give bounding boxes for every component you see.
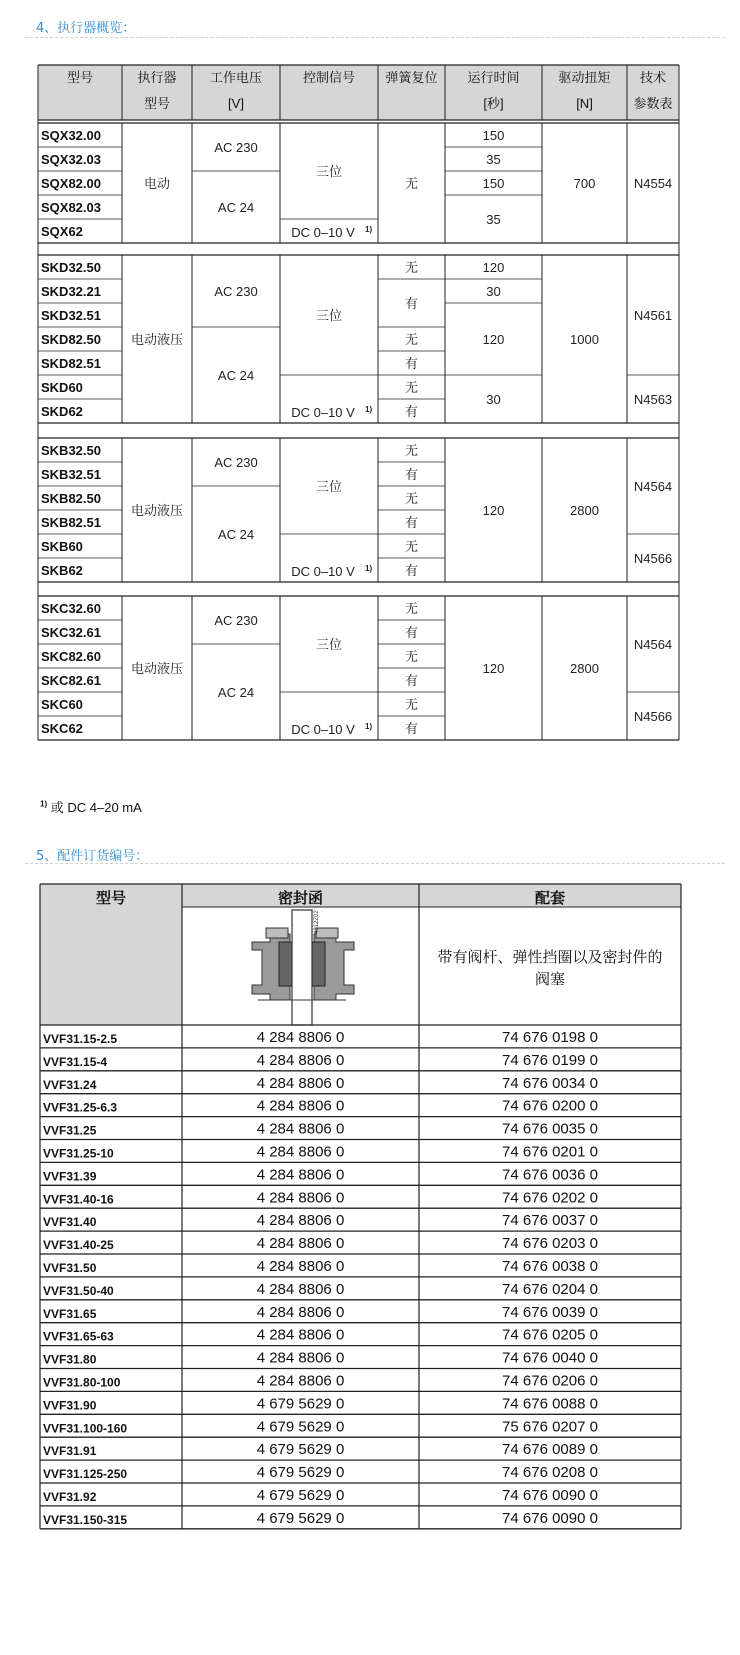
- spring-return-cell: 有: [404, 515, 419, 530]
- header-cell: [V]: [228, 96, 244, 111]
- model-cell: SKC82.60: [41, 649, 101, 664]
- gland-part-number: 4 679 5629 0: [256, 1464, 345, 1482]
- match-part-number: 74 676 0035 0: [502, 1120, 598, 1138]
- gland-part-number: 4 284 8806 0: [256, 1349, 345, 1367]
- match-part-number: 74 676 0038 0: [502, 1258, 598, 1275]
- spring-return-cell: 有: [404, 356, 419, 371]
- footnote-ref: 1): [365, 225, 373, 234]
- gland-part-number: 4 284 8806 0: [256, 1029, 345, 1046]
- actuator-type: 电动液压: [130, 332, 184, 347]
- model-cell: VVF31.25-6.3: [43, 1100, 118, 1115]
- match-part-number: 74 676 0201 0: [502, 1143, 598, 1161]
- section5-title: 5、配件订货编号：: [36, 849, 149, 864]
- header-cell: 参数表: [633, 96, 673, 111]
- gland-cap-left: [266, 928, 288, 938]
- runtime-cell: 30: [486, 284, 501, 299]
- datasheet-cell: N4564: [633, 637, 673, 652]
- spring-return-cell: 无: [404, 380, 419, 395]
- gland-part-number: 4 284 8806 0: [256, 1074, 345, 1092]
- model-cell: VVF31.50: [43, 1261, 97, 1275]
- model-cell: SKD82.50: [41, 332, 101, 347]
- match-part-number: 74 676 0090 0: [502, 1509, 598, 1527]
- match-part-number: 74 676 0198 0: [502, 1029, 598, 1046]
- torque-cell: 2800: [570, 661, 599, 676]
- gland-part-number: 4 284 8806 0: [256, 1235, 345, 1253]
- spring-return-cell: 有: [404, 721, 419, 736]
- gland-part-number: 4 679 5629 0: [256, 1487, 345, 1504]
- header-cell: 工作电压: [209, 70, 263, 85]
- header-cell: 运行时间: [467, 70, 520, 85]
- model-cell: VVF31.150-315: [43, 1512, 128, 1527]
- match-part-number: 74 676 0208 0: [502, 1464, 598, 1482]
- voltage-cell: AC 24: [217, 368, 255, 383]
- runtime-cell: 120: [482, 503, 505, 518]
- match-part-number: 74 676 0206 0: [502, 1372, 598, 1390]
- match-part-number: 74 676 0202 0: [502, 1189, 598, 1207]
- gland-part-number: 4 284 8806 0: [256, 1258, 345, 1275]
- model-cell: SKC32.60: [41, 601, 101, 616]
- spring-return-cell: 无: [404, 176, 419, 191]
- model-cell: SKC82.61: [41, 673, 101, 688]
- gland-part-number: 4 284 8806 0: [256, 1051, 345, 1069]
- model-cell: SQX32.03: [41, 152, 101, 167]
- model-cell: VVF31.25: [43, 1123, 97, 1138]
- voltage-cell: AC 230: [214, 284, 258, 299]
- model-cell: VVF31.65-63: [43, 1329, 114, 1344]
- model-cell: SQX62: [41, 224, 83, 239]
- header-cell: 配套: [534, 890, 566, 907]
- match-part-number: 74 676 0040 0: [502, 1349, 598, 1367]
- runtime-cell: 120: [482, 332, 505, 347]
- spring-return-cell: 无: [404, 601, 419, 616]
- footnote-ref: 1): [365, 564, 373, 573]
- voltage-cell: AC 230: [214, 140, 258, 155]
- header-cell: 型号: [95, 890, 127, 907]
- match-part-number: 74 676 0036 0: [502, 1166, 598, 1184]
- gland-part-number: 4 284 8806 0: [256, 1372, 345, 1390]
- torque-cell: 700: [573, 176, 596, 191]
- torque-cell: 2800: [570, 503, 599, 518]
- model-cell: VVF31.80-100: [43, 1375, 121, 1390]
- runtime-cell: 150: [482, 176, 505, 191]
- spring-return-cell: 无: [404, 443, 419, 458]
- runtime-cell: 35: [486, 212, 501, 227]
- runtime-cell: 150: [482, 128, 505, 143]
- runtime-cell: 120: [482, 260, 505, 275]
- model-cell: VVF31.92: [43, 1490, 97, 1504]
- match-part-number: 74 676 0089 0: [502, 1441, 598, 1459]
- gland-part-number: 4 284 8806 0: [256, 1120, 345, 1138]
- model-cell: VVF31.100-160: [43, 1421, 128, 1436]
- footnote-text: 或 DC 4–20 mA: [50, 800, 142, 815]
- model-cell: SQX82.00: [41, 176, 101, 191]
- gland-part-number: 4 284 8806 0: [256, 1097, 345, 1115]
- actuator-type: 电动: [143, 176, 171, 191]
- control-signal-cell: DC 0–10 V: [291, 564, 355, 579]
- gland-part-number: 4 679 5629 0: [256, 1509, 345, 1527]
- model-cell: SKB60: [41, 539, 83, 554]
- model-cell: VVF31.24: [43, 1077, 97, 1092]
- packing-gland-illustration: [252, 910, 354, 1025]
- spring-return-cell: 无: [404, 539, 419, 554]
- footnote-ref: 1): [365, 722, 373, 731]
- gland-part-number: 4 679 5629 0: [256, 1441, 345, 1459]
- match-part-number: 74 676 0088 0: [502, 1395, 598, 1413]
- control-signal-cell: DC 0–10 V: [291, 722, 355, 737]
- match-part-number: 74 676 0205 0: [502, 1326, 598, 1344]
- torque-cell: 1000: [570, 332, 599, 347]
- header-cell: 型号: [66, 70, 94, 85]
- spring-return-cell: 有: [404, 625, 419, 640]
- datasheet-cell: N4561: [633, 308, 673, 323]
- model-cell: SQX82.03: [41, 200, 101, 215]
- model-cell: VVF31.50-40: [43, 1283, 114, 1298]
- actuator-type: 电动液压: [130, 661, 184, 676]
- match-part-number: 74 676 0039 0: [502, 1303, 598, 1321]
- spring-return-cell: 有: [404, 404, 419, 419]
- actuator-overview-table: [38, 65, 679, 740]
- model-cell: SKB82.51: [41, 515, 101, 530]
- voltage-cell: AC 24: [217, 685, 255, 700]
- header-cell: [N]: [576, 96, 593, 111]
- gland-part-number: 4 284 8806 0: [256, 1189, 345, 1207]
- match-description: 阀塞: [534, 971, 566, 988]
- spring-return-cell: 有: [404, 673, 419, 688]
- spring-return-cell: 无: [404, 697, 419, 712]
- datasheet-cell: N4563: [633, 392, 673, 407]
- model-cell: SKC60: [41, 697, 83, 712]
- model-cell: SKB32.50: [41, 443, 101, 458]
- model-cell: VVF31.125-250: [43, 1467, 128, 1482]
- gland-part-number: 4 284 8806 0: [256, 1280, 345, 1298]
- header-cell: 驱动扭矩: [558, 70, 611, 85]
- footnote-mark: 1): [40, 799, 48, 809]
- spring-return-cell: 无: [404, 260, 419, 275]
- model-cell: SKB62: [41, 563, 83, 578]
- voltage-cell: AC 24: [217, 200, 255, 215]
- match-part-number: 74 676 0034 0: [502, 1074, 598, 1092]
- match-part-number: 74 676 0199 0: [502, 1051, 598, 1069]
- header-cell: 控制信号: [302, 70, 356, 85]
- accessory-order-table: [40, 884, 681, 1529]
- model-cell: SQX32.00: [41, 128, 101, 143]
- model-cell: VVF31.15-2.5: [43, 1032, 118, 1046]
- header-cell: 密封函: [277, 890, 324, 907]
- gland-part-number: 4 284 8806 0: [256, 1303, 345, 1321]
- runtime-cell: 30: [486, 392, 501, 407]
- header-bg: [182, 884, 681, 907]
- datasheet-cell: N4564: [633, 479, 673, 494]
- spring-return-cell: 有: [404, 296, 419, 311]
- footnote-ref: 1): [365, 405, 373, 414]
- model-cell: SKB82.50: [41, 491, 101, 506]
- header-cell: 执行器: [137, 70, 177, 85]
- control-signal-cell: DC 0–10 V: [291, 405, 355, 420]
- spring-return-cell: 无: [404, 332, 419, 347]
- match-part-number: 74 676 0203 0: [502, 1235, 598, 1253]
- model-cell: SKB32.51: [41, 467, 101, 482]
- model-cell: SKC62: [41, 721, 83, 736]
- match-part-number: 74 676 0037 0: [502, 1212, 598, 1230]
- model-cell: SKD82.51: [41, 356, 101, 371]
- model-cell: VVF31.91: [43, 1444, 97, 1459]
- model-cell: VVF31.15-4: [43, 1054, 108, 1069]
- actuator-type: 电动液压: [130, 503, 184, 518]
- gland-part-number: 4 284 8806 0: [256, 1166, 345, 1184]
- voltage-cell: AC 230: [214, 613, 258, 628]
- model-cell: VVF31.65: [43, 1306, 97, 1321]
- control-signal-cell: 三位: [315, 479, 343, 494]
- model-cell: VVF31.80: [43, 1352, 97, 1367]
- datasheet-cell: N4554: [633, 176, 673, 191]
- voltage-cell: AC 230: [214, 455, 258, 470]
- section4-title: 4、执行器概览：: [36, 21, 136, 36]
- drawing-code: 4312Z02: [314, 910, 320, 934]
- model-cell: VVF31.25-10: [43, 1146, 114, 1161]
- header-cell: 弹簧复位: [385, 70, 438, 85]
- gland-part-number: 4 284 8806 0: [256, 1143, 345, 1161]
- match-part-number: 74 676 0090 0: [502, 1487, 598, 1504]
- model-cell: VVF31.39: [43, 1169, 97, 1184]
- model-cell: VVF31.40-25: [43, 1238, 114, 1253]
- datasheet-cell: N4566: [633, 709, 673, 724]
- model-cell: SKD32.21: [41, 284, 101, 299]
- gland-part-number: 4 679 5629 0: [256, 1418, 345, 1436]
- packing-right: [311, 942, 325, 986]
- packing-left: [279, 942, 293, 986]
- gland-part-number: 4 284 8806 0: [256, 1212, 345, 1230]
- runtime-cell: 120: [482, 661, 505, 676]
- header-cell: 技术: [639, 70, 667, 85]
- footnote: [40, 797, 142, 816]
- match-part-number: 75 676 0207 0: [502, 1418, 598, 1436]
- match-part-number: 74 676 0200 0: [502, 1097, 598, 1115]
- model-cell: SKC32.61: [41, 625, 101, 640]
- spring-return-cell: 有: [404, 563, 419, 578]
- match-part-number: 74 676 0204 0: [502, 1280, 598, 1298]
- control-signal-cell: 三位: [315, 164, 343, 179]
- voltage-cell: AC 24: [217, 527, 255, 542]
- control-signal-cell: 三位: [315, 308, 343, 323]
- model-cell: VVF31.90: [43, 1398, 97, 1413]
- model-cell: SKD32.50: [41, 260, 101, 275]
- control-signal-cell: 三位: [315, 637, 343, 652]
- model-cell: SKD32.51: [41, 308, 101, 323]
- header-cell: 型号: [143, 96, 171, 111]
- match-description: 带有阀杆、弹性挡圈以及密封件的: [437, 949, 663, 966]
- spring-return-cell: 有: [404, 467, 419, 482]
- header-cell: [秒]: [483, 96, 504, 111]
- model-cell: SKD60: [41, 380, 83, 395]
- datasheet-cell: N4566: [633, 551, 673, 566]
- model-cell: SKD62: [41, 404, 83, 419]
- gland-part-number: 4 679 5629 0: [256, 1395, 345, 1413]
- spring-return-cell: 无: [404, 491, 419, 506]
- model-cell: VVF31.40-16: [43, 1192, 114, 1207]
- spring-return-cell: 无: [404, 649, 419, 664]
- runtime-cell: 35: [486, 152, 501, 167]
- gland-part-number: 4 284 8806 0: [256, 1326, 345, 1344]
- control-signal-cell: DC 0–10 V: [291, 225, 355, 240]
- model-cell: VVF31.40: [43, 1215, 97, 1230]
- valve-stem: [292, 910, 312, 1025]
